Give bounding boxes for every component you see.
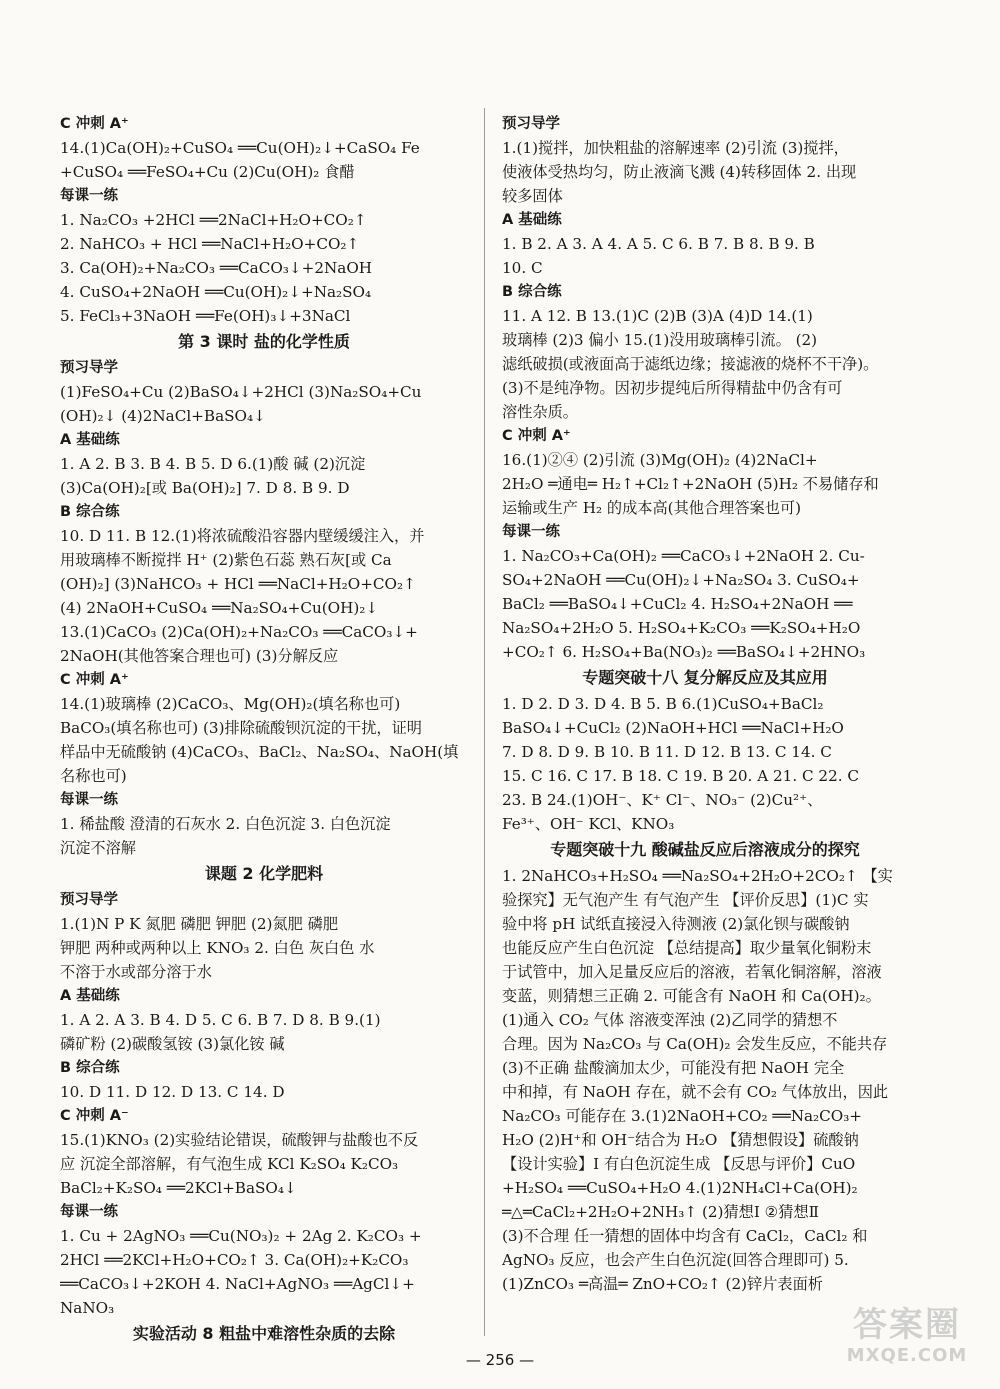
subsection-heading: B 综合练 [60,1060,120,1076]
answer-line: BaCO₃(填名称也可) (3)排除硫酸钡沉淀的干扰，证明 [60,719,422,737]
answer-line: 1. Cu + 2AgNO₃ ══Cu(NO₃)₂ + 2Ag 2. K₂CO₃ + [60,1227,422,1245]
answer-line: BaCl₂ ══BaSO₄↓+CuCl₂ 4. H₂SO₄+2NaOH ══ [502,595,853,613]
answer-line: 应 沉淀全部溶解，有气泡生成 KCl K₂SO₄ K₂CO₃ [60,1155,399,1173]
answer-line: BaSO₄↓+CuCl₂ (2)NaOH+HCl ══NaCl+H₂O [502,719,844,737]
answer-line: 1. A 2. B 3. B 4. B 5. D 6.(1)酸 碱 (2)沉淀 [60,455,366,473]
subsection-heading: A 基础练 [502,212,562,228]
answer-line: 于试管中，加入足量反应后的溶液，若氧化铜溶解，溶液 [502,963,882,981]
answer-line: NaNO₃ [60,1299,115,1317]
column-divider [484,108,485,1336]
subsection-heading: C 冲刺 A⁺ [60,116,129,132]
answer-line: (OH)₂] (3)NaHCO₃ + HCl ══NaCl+H₂O+CO₂↑ [60,575,416,593]
subsection-heading: 每课一练 [502,524,560,540]
answer-line: 14.(1)玻璃棒 (2)CaCO₃、Mg(OH)₂(填名称也可) [60,695,401,713]
answer-line: 样品中无硫酸钠 (4)CaCO₃、BaCl₂、Na₂SO₄、NaOH(填 [60,743,459,761]
subsection-heading: C 冲刺 A⁺ [60,672,129,688]
answer-line: 沉淀不溶解 [60,839,136,857]
answer-line: ══CaCO₃↓+2KOH 4. NaCl+AgNO₃ ══AgCl↓+ [60,1275,415,1293]
answer-line: 也能反应产生白色沉淀 【总结提高】取少量氧化铜粉末 [502,939,872,957]
subsection-heading: C 冲刺 A⁺ [502,428,571,444]
section-title: 课题 2 化学肥料 [204,864,324,883]
answer-line: 1. D 2. D 3. D 4. B 5. B 6.(1)CuSO₄+BaCl₂ [502,695,824,713]
subsection-heading: 预习导学 [502,116,560,132]
answer-line: +CuSO₄ ══FeSO₄+Cu (2)Cu(OH)₂ 食醋 [60,163,355,181]
answer-line: (1)通入 CO₂ 气体 溶液变浑浊 (2)乙同学的猜想不 [502,1011,838,1029]
answer-line: 磷矿粉 (2)碳酸氢铵 (3)氯化铵 碱 [60,1035,285,1053]
watermark-url: MXQE.COM [846,1345,968,1366]
answer-line: 16.(1)②④ (2)引流 (3)Mg(OH)₂ (4)2NaCl+ [502,451,818,469]
answer-line: 2. NaHCO₃ + HCl ══NaCl+H₂O+CO₂↑ [60,235,360,253]
answer-line: (3)不是纯净物。因初步提纯后所得精盐中仍含有可 [502,379,843,397]
answer-line: 合理。因为 Na₂CO₃ 与 Ca(OH)₂ 会发生反应，不能共存 [502,1035,888,1053]
answer-line: 13.(1)CaCO₃ (2)Ca(OH)₂+Na₂CO₃ ══CaCO₃↓+ [60,623,418,641]
answer-line: 2HCl ══2KCl+H₂O+CO₂↑ 3. Ca(OH)₂+K₂CO₃ [60,1251,409,1269]
answer-line: 1. 稀盐酸 澄清的石灰水 2. 白色沉淀 3. 白色沉淀 [60,815,391,833]
subsection-heading: 每课一练 [60,188,118,204]
answer-line: 15.(1)KNO₃ (2)实验结论错误，硫酸钾与盐酸也不反 [60,1131,419,1149]
subsection-heading: 预习导学 [60,892,118,908]
answer-line: (3)Ca(OH)₂[或 Ba(OH)₂] 7. D 8. B 9. D [60,479,350,497]
answer-line: +H₂SO₄ ══CuSO₄+H₂O 4.(1)2NH₄Cl+Ca(OH)₂ [502,1179,858,1197]
page-number: — 256 — [465,1351,535,1369]
section-title: 实验活动 8 粗盐中难溶性杂质的去除 [132,1324,396,1343]
answer-line: ═△═CaCl₂+2H₂O+2NH₃↑ (2)猜想Ⅰ ②猜想Ⅱ [502,1203,819,1221]
answer-line: 滤纸破损(或液面高于滤纸边缘；接滤液的烧杯不干净)。 [502,355,879,373]
answer-line: 11. A 12. B 13.(1)C (2)B (3)A (4)D 14.(1) [502,307,813,325]
answer-line: 用玻璃棒不断搅拌 H⁺ (2)紫色石蕊 熟石灰[或 Ca [60,551,392,569]
answer-line: 2H₂O ═通电═ H₂↑+Cl₂↑+2NaOH (5)H₂ 不易储存和 [502,475,879,493]
answer-line: H₂O (2)H⁺和 OH⁻结合为 H₂O 【猜想假设】硫酸钠 [502,1131,859,1149]
answer-line: (3)不合理 任一猜想的固体中均含有 CaCl₂，CaCl₂ 和 [502,1227,868,1245]
answer-line: 1. 2NaHCO₃+H₂SO₄ ══Na₂SO₄+2H₂O+2CO₂↑ 【实 [502,867,893,885]
subsection-heading: 每课一练 [60,1204,118,1220]
answer-line: 1.(1)搅拌，加快粗盐的溶解速率 (2)引流 (3)搅拌， [502,139,849,157]
answer-line: (3)不正确 盐酸滴加太少，可能没有把 NaOH 完全 [502,1059,845,1077]
answer-line: 14.(1)Ca(OH)₂+CuSO₄ ══Cu(OH)₂↓+CaSO₄ Fe [60,139,420,157]
answer-line: Na₂CO₃ 可能存在 3.(1)2NaOH+CO₂ ══Na₂CO₃+ [502,1107,863,1125]
answer-line: 验探究】无气泡产生 有气泡产生 【评价反思】(1)C 实 [502,891,869,909]
answer-line: AgNO₃ 反应，也会产生白色沉淀(回答合理即可) 5. [502,1251,849,1269]
answer-line: 验中将 pH 试纸直接浸入待测液 (2)氯化钡与碳酸钠 [502,915,850,933]
answer-line: 10. D 11. B 12.(1)将浓硫酸沿容器内壁缓缓注入，并 [60,527,425,545]
answer-line: 10. C [502,259,543,277]
answer-line: (1)ZnCO₃ ═高温═ ZnO+CO₂↑ (2)锌片表面析 [502,1275,823,1293]
answer-line: (4) 2NaOH+CuSO₄ ══Na₂SO₄+Cu(OH)₂↓ [60,599,379,617]
section-title: 第 3 课时 盐的化学性质 [178,332,350,351]
watermark-mark: 答案圈 [853,1305,961,1345]
section-title: 专题突破十八 复分解反应及其应用 [582,668,828,687]
answer-line: SO₄+2NaOH ══Cu(OH)₂↓+Na₂SO₄ 3. CuSO₄+ [502,571,860,589]
subsection-heading: 预习导学 [60,360,118,376]
answer-line: 5. FeCl₃+3NaOH ══Fe(OH)₃↓+3NaCl [60,307,351,325]
subsection-heading: A 基础练 [60,432,120,448]
answer-line: 1. Na₂CO₃+Ca(OH)₂ ══CaCO₃↓+2NaOH 2. Cu- [502,547,865,565]
subsection-heading: C 冲刺 A⁻ [60,1108,129,1124]
answer-line: 1. Na₂CO₃ +2HCl ══2NaCl+H₂O+CO₂↑ [60,211,367,229]
right-column [502,112,908,1296]
answer-line: 3. Ca(OH)₂+Na₂CO₃ ══CaCO₃↓+2NaOH [60,259,373,277]
answer-line: +CO₂↑ 6. H₂SO₄+Ba(NO₃)₂ ══BaSO₄↓+2HNO₃ [502,643,866,661]
answer-line: 不溶于水或部分溶于水 [60,963,212,981]
answer-line: 4. CuSO₄+2NaOH ══Cu(OH)₂↓+Na₂SO₄ [60,283,372,301]
answer-line: 玻璃棒 (2)3 偏小 15.(1)没用玻璃棒引流。 (2) [502,331,818,349]
answer-line: 2NaOH(其他答案合理也可) (3)分解反应 [60,647,339,665]
answer-line: 1.(1)N P K 氮肥 磷肥 钾肥 (2)氮肥 磷肥 [60,915,339,933]
answer-line: 【设计实验】Ⅰ 有白色沉淀生成 【反思与评价】CuO [502,1155,856,1173]
answer-line: 使液体受热均匀，防止液滴飞溅 (4)转移固体 2. 出现 [502,163,857,181]
subsection-heading: 每课一练 [60,792,118,808]
section-title: 专题突破十九 酸碱盐反应后溶液成分的探究 [550,840,860,859]
answer-line: 较多固体 [502,187,563,205]
answer-line: 运输或生产 H₂ 的成本高(其他合理答案也可) [502,499,802,517]
left-column [60,112,468,1348]
answer-line: 23. B 24.(1)OH⁻、K⁺ Cl⁻、NO₃⁻ (2)Cu²⁺、 [502,791,823,809]
subsection-heading: B 综合练 [502,284,562,300]
answer-line: 1. B 2. A 3. A 4. A 5. C 6. B 7. B 8. B 9. B [502,235,815,253]
subsection-heading: B 综合练 [60,504,120,520]
answer-line: 中和掉，有 NaOH 存在，就不会有 CO₂ 气体放出，因此 [502,1083,889,1101]
answer-line: 名称也可) [60,767,127,785]
answer-line: 变蓝，则猜想三正确 2. 可能含有 NaOH 和 Ca(OH)₂。 [502,987,881,1005]
subsection-heading: A 基础练 [60,988,120,1004]
answer-line: Fe³⁺、OH⁻ KCl、KNO₃ [502,815,675,833]
answer-line: BaCl₂+K₂SO₄ ══2KCl+BaSO₄↓ [60,1179,297,1197]
answer-line: 钾肥 两种或两种以上 KNO₃ 2. 白色 灰白色 水 [60,939,375,957]
answer-line: 15. C 16. C 17. B 18. C 19. B 20. A 21. C 22. C [502,767,860,785]
answer-line: 溶性杂质。 [502,403,578,421]
answer-line: (1)FeSO₄+Cu (2)BaSO₄↓+2HCl (3)Na₂SO₄+Cu [60,383,422,401]
answer-line: (OH)₂↓ (4)2NaCl+BaSO₄↓ [60,407,266,425]
answer-line: Na₂SO₄+2H₂O 5. H₂SO₄+K₂CO₃ ══K₂SO₄+H₂O [502,619,861,637]
answer-line: 1. A 2. A 3. B 4. D 5. C 6. B 7. D 8. B 9.(1) [60,1011,381,1029]
answer-line: 10. D 11. D 12. D 13. C 14. D [60,1083,285,1101]
answer-line: 7. D 8. D 9. B 10. B 11. D 12. B 13. C 14. C [502,743,832,761]
watermark-logo [832,1305,982,1375]
